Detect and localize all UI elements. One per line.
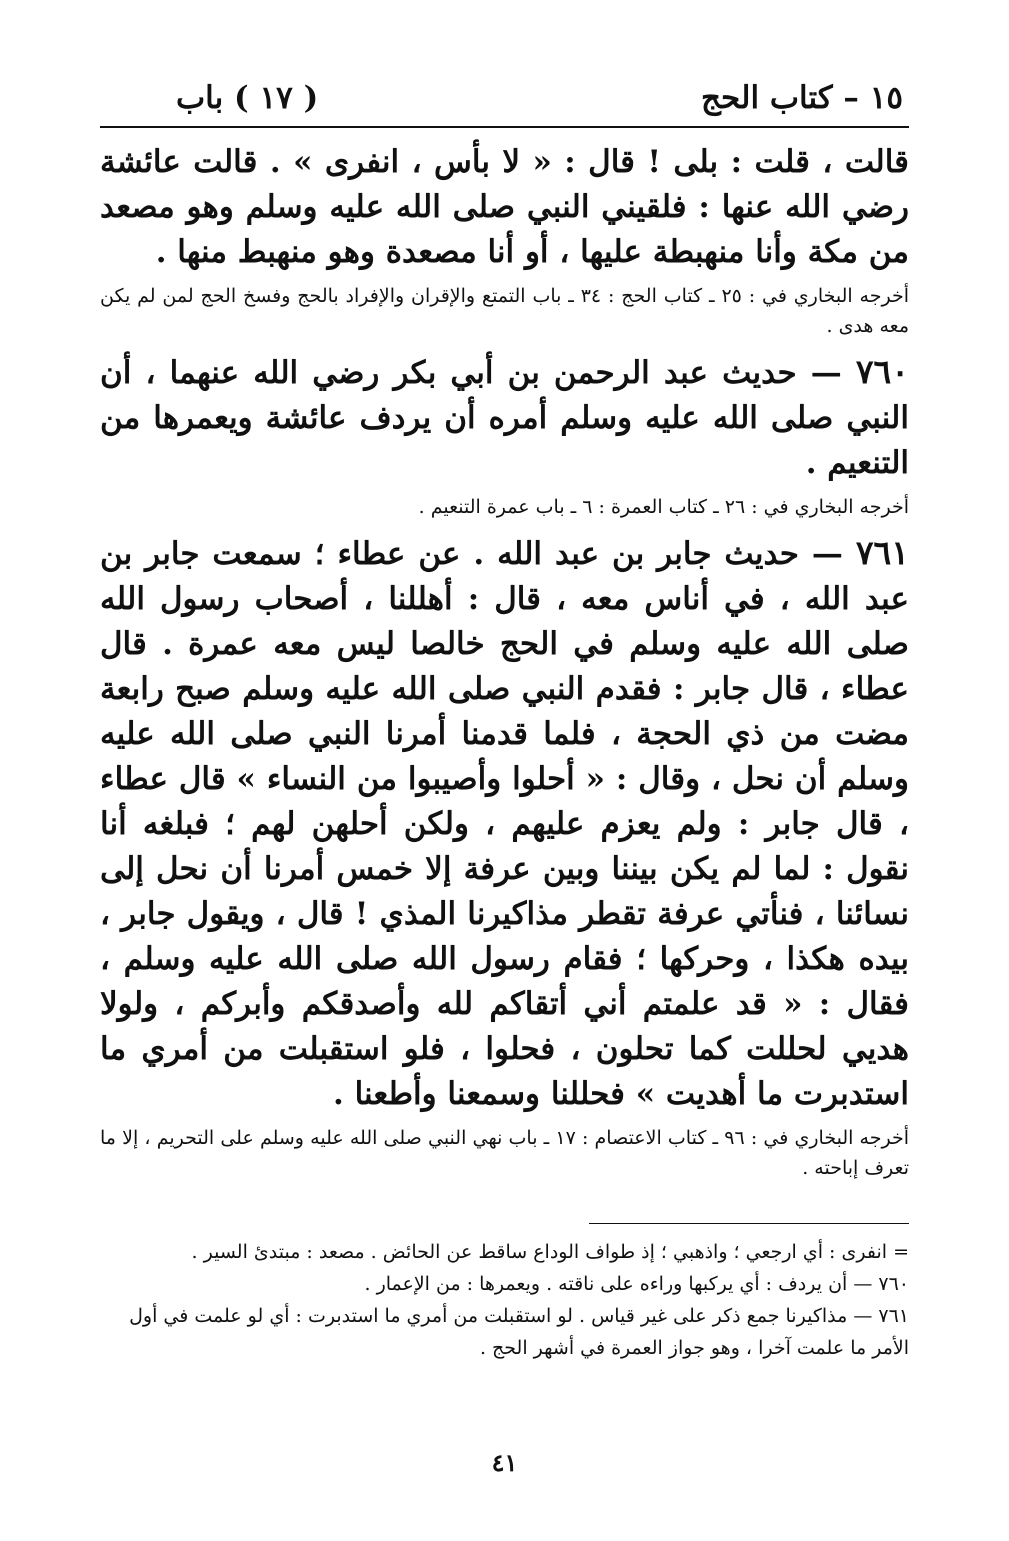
footnote: = انفرى : أي ارجعي ؛ واذهبي ؛ إذ طواف الوداع ساقط عن الحائض . مصعد : مبتدئ السير . [191,1241,909,1263]
hadith-text: قالت ، قلت : بلى ! قال : « لا بأس ، انفرى » . قالت عائشة رضي الله عنها : فلقيني النبي صلى الله عليه وسلم وهو مصعد من مكة وأنا منهبطة عليها ، أو أنا مصعدة وهو منهبط منها . [100,144,909,270]
footnotes [100,1236,909,1364]
source-note: أخرجه البخاري في : ٢٥ ـ كتاب الحج : ٣٤ ـ باب التمتع والإقران والإفراد بالحج وفسخ الحج لمن لم يكن معه هدى . [100,285,909,337]
hadith-text: — حديث جابر بن عبد الله . عن عطاء ؛ سمعت جابر بن عبد الله ، في أناس معه ، قال : أهللنا ، أصحاب رسول الله صلى الله عليه وسلم في الحج خالصا ليس معه عمرة . قال عطاء ، قال جابر : فقدم النبي صلى الله عليه وسلم صبح رابعة مضت من ذي الحجة ، فلما قدمنا أمرنا النبي صلى الله عليه وسلم أن نحل ، وقال : « أحلوا وأصيبوا من النساء » قال عطاء ، قال جابر : ولم يعزم عليهم ، ولكن أحلهن لهم ؛ فبلغه أنا نقول : لما لم يكن بيننا وبين عرفة إلا خمس أمرنا أن نحل إلى نسائنا ، فنأتي عرفة تقطر مذاكيرنا المذي ! قال ، ويقول جابر ، بيده هكذا ، وحركها ؛ فقام رسول الله صلى الله عليه وسلم ، فقال : « قد علمتم أني أتقاكم لله وأصدقكم وأبركم ، ولولا هديي لحللت كما تحلون ، فحلوا ، فلو استقبلت من أمري ما استدبرت ما أهديت » فحللنا وسمعنا وأطعنا . [100,536,909,1112]
hadith-760 [100,349,909,486]
source-note: أخرجه البخاري في : ٢٦ ـ كتاب العمرة : ٦ ـ باب عمرة التنعيم . [418,496,909,518]
running-header [100,80,909,128]
chapter-title: ١٥ – كتاب الحج [700,80,903,116]
page-number: ٤١ [491,1448,518,1477]
hadith-continuation [100,140,909,275]
footnote: ٧٦٠ — أن يردف : أي يركبها وراءه على ناقته . ويعمرها : من الإعمار . [364,1273,909,1295]
footnote: ٧٦١ — مذاكيرنا جمع ذكر على غير قياس . لو استقبلت من أمري ما استدبرت : أي لو علمت في أول الأمر ما علمت آخرا ، وهو جواز العمرة في أشهر الحج . [129,1305,909,1359]
footnote-separator [589,1223,909,1224]
main-content [100,140,909,1364]
hadith-text: — حديث عبد الرحمن بن أبي بكر رضي الله عنهما ، أن النبي صلى الله عليه وسلم أمره أن يردف عائشة ويعمرها من التنعيم . [100,355,909,481]
section-title: ( ١٧ ) باب [176,80,319,116]
hadith-761 [100,530,909,1117]
hadith-number: ٧٦٠ [855,352,910,391]
source-note: أخرجه البخاري في : ٩٦ ـ كتاب الاعتصام : ١٧ ـ باب نهي النبي صلى الله عليه وسلم على التحريم ، إلا ما تعرف إباحته . [100,1127,909,1179]
hadith-number: ٧٦١ [855,533,909,572]
